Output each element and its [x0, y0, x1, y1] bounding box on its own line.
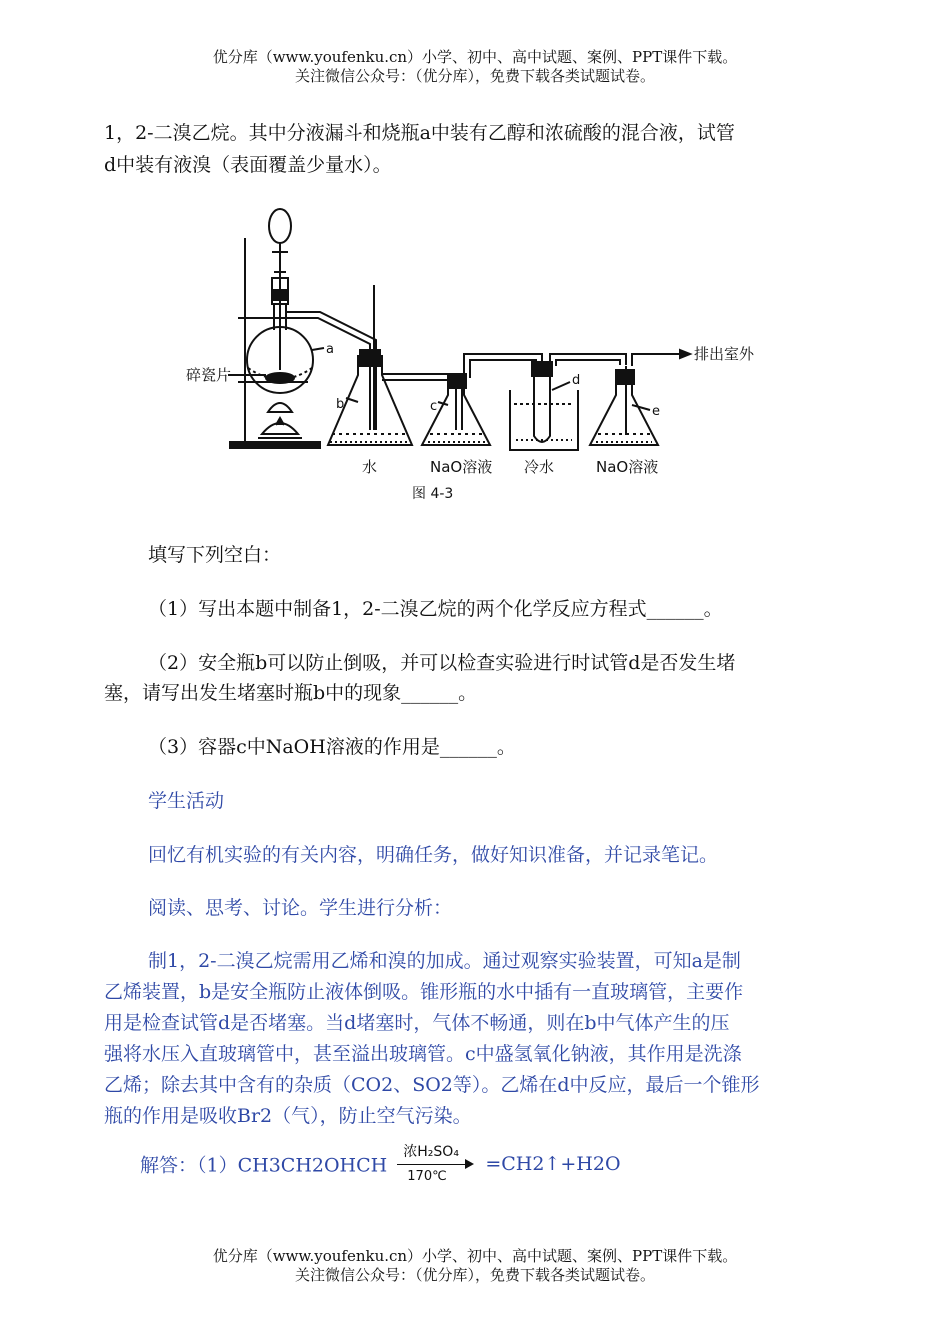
reaction-arrow [397, 1141, 475, 1187]
flask-e [590, 380, 658, 445]
label-water: 水 [362, 458, 378, 476]
stand-base [230, 442, 320, 448]
page-header [0, 48, 950, 86]
label-cold-water: 冷水 [524, 458, 555, 476]
activity-paragraph-1: 回忆有机实验的有关内容，明确任务，做好知识准备，并记录笔记。 [148, 844, 719, 866]
analysis-line-5: 乙烯；除去其中含有的杂质（CO2、SO2等）。乙烯在d中反应，最后一个锥形 [104, 1074, 760, 1096]
activity-title: 学生活动 [148, 790, 225, 812]
analysis-line-6: 瓶的作用是吸收Br2（气），防止空气污染。 [104, 1105, 472, 1127]
figure-caption: 图 4-3 [412, 486, 454, 502]
analysis-line-3: 用是检查试管d是否堵塞。当d堵塞时，气体不畅通，则在b中气体产生的压 [104, 1012, 730, 1034]
label-exhaust: 排出室外 [694, 345, 755, 363]
answer-equation [140, 1141, 621, 1187]
label-naoh-c: NaO溶液 [430, 458, 493, 476]
questions-prompt: 填写下列空白： [148, 544, 282, 566]
activity-paragraph-2: 阅读、思考、讨论。学生进行分析： [148, 897, 453, 919]
label-d: d [572, 373, 581, 388]
funnel-bulb [269, 209, 291, 243]
answer-prefix: 解答：（1）CH3CH2OHCH [140, 1154, 388, 1177]
delivery-tube-1 [286, 312, 376, 430]
question-2-line-2: 塞，请写出发生堵塞时瓶b中的现象______。 [104, 682, 478, 704]
reaction-condition-reagent: 浓H₂SO₄ [403, 1144, 459, 1160]
label-c: c [430, 399, 438, 414]
header-line-1: 优分库（www.youfenku.cn）小学、初中、高中试题、案例、PPT课件下载。 [212, 48, 738, 66]
analysis-line-4: 强将水压入直玻璃管中，甚至溢出玻璃管。c中盛氢氧化钠液，其作用是洗涤 [104, 1043, 742, 1065]
label-e: e [652, 404, 660, 419]
label-b: b [336, 397, 345, 412]
label-naoh-e: NaO溶液 [596, 458, 659, 476]
test-tube-d [534, 370, 550, 442]
analysis-line-1: 制1，2-二溴乙烷需用乙烯和溴的加成。通过观察实验装置，可知a是制 [148, 950, 741, 972]
question-1: （1）写出本题中制备1，2-二溴乙烷的两个化学反应方程式______。 [148, 598, 723, 620]
footer-line-1: 优分库（www.youfenku.cn）小学、初中、高中试题、案例、PPT课件下载。 [212, 1247, 738, 1265]
label-porcelain-chips: 碎瓷片 [186, 366, 232, 384]
answer-suffix: =CH2↑+H2O [485, 1153, 621, 1175]
apparatus-figure [180, 190, 780, 520]
reaction-condition-temperature: 170℃ [407, 1169, 447, 1184]
reaction-arrow-line [397, 1164, 469, 1165]
question-2-line-1: （2）安全瓶b可以防止倒吸，并可以检查实验进行时试管d是否发生堵 [148, 652, 736, 674]
intro-line-1: 1，2-二溴乙烷。其中分液漏斗和烧瓶a中装有乙醇和浓硫酸的混合液，试管 [104, 122, 735, 144]
footer-line-2: 关注微信公众号：（优分库），免费下载各类试题试卷。 [294, 1266, 655, 1284]
reaction-arrow-head [465, 1159, 474, 1169]
intro-line-2: d中装有液溴（表面覆盖少量水）。 [104, 154, 392, 176]
question-3: （3）容器c中NaOH溶液的作用是______。 [148, 736, 516, 758]
label-a: a [326, 342, 334, 357]
page-footer [0, 1247, 950, 1285]
analysis-line-2: 乙烯装置，b是安全瓶防止液体倒吸。锥形瓶的水中插有一直玻璃管，主要作 [104, 981, 744, 1003]
header-line-2: 关注微信公众号：（优分库），免费下载各类试题试卷。 [294, 67, 655, 85]
delivery-tube-3 [464, 354, 542, 378]
